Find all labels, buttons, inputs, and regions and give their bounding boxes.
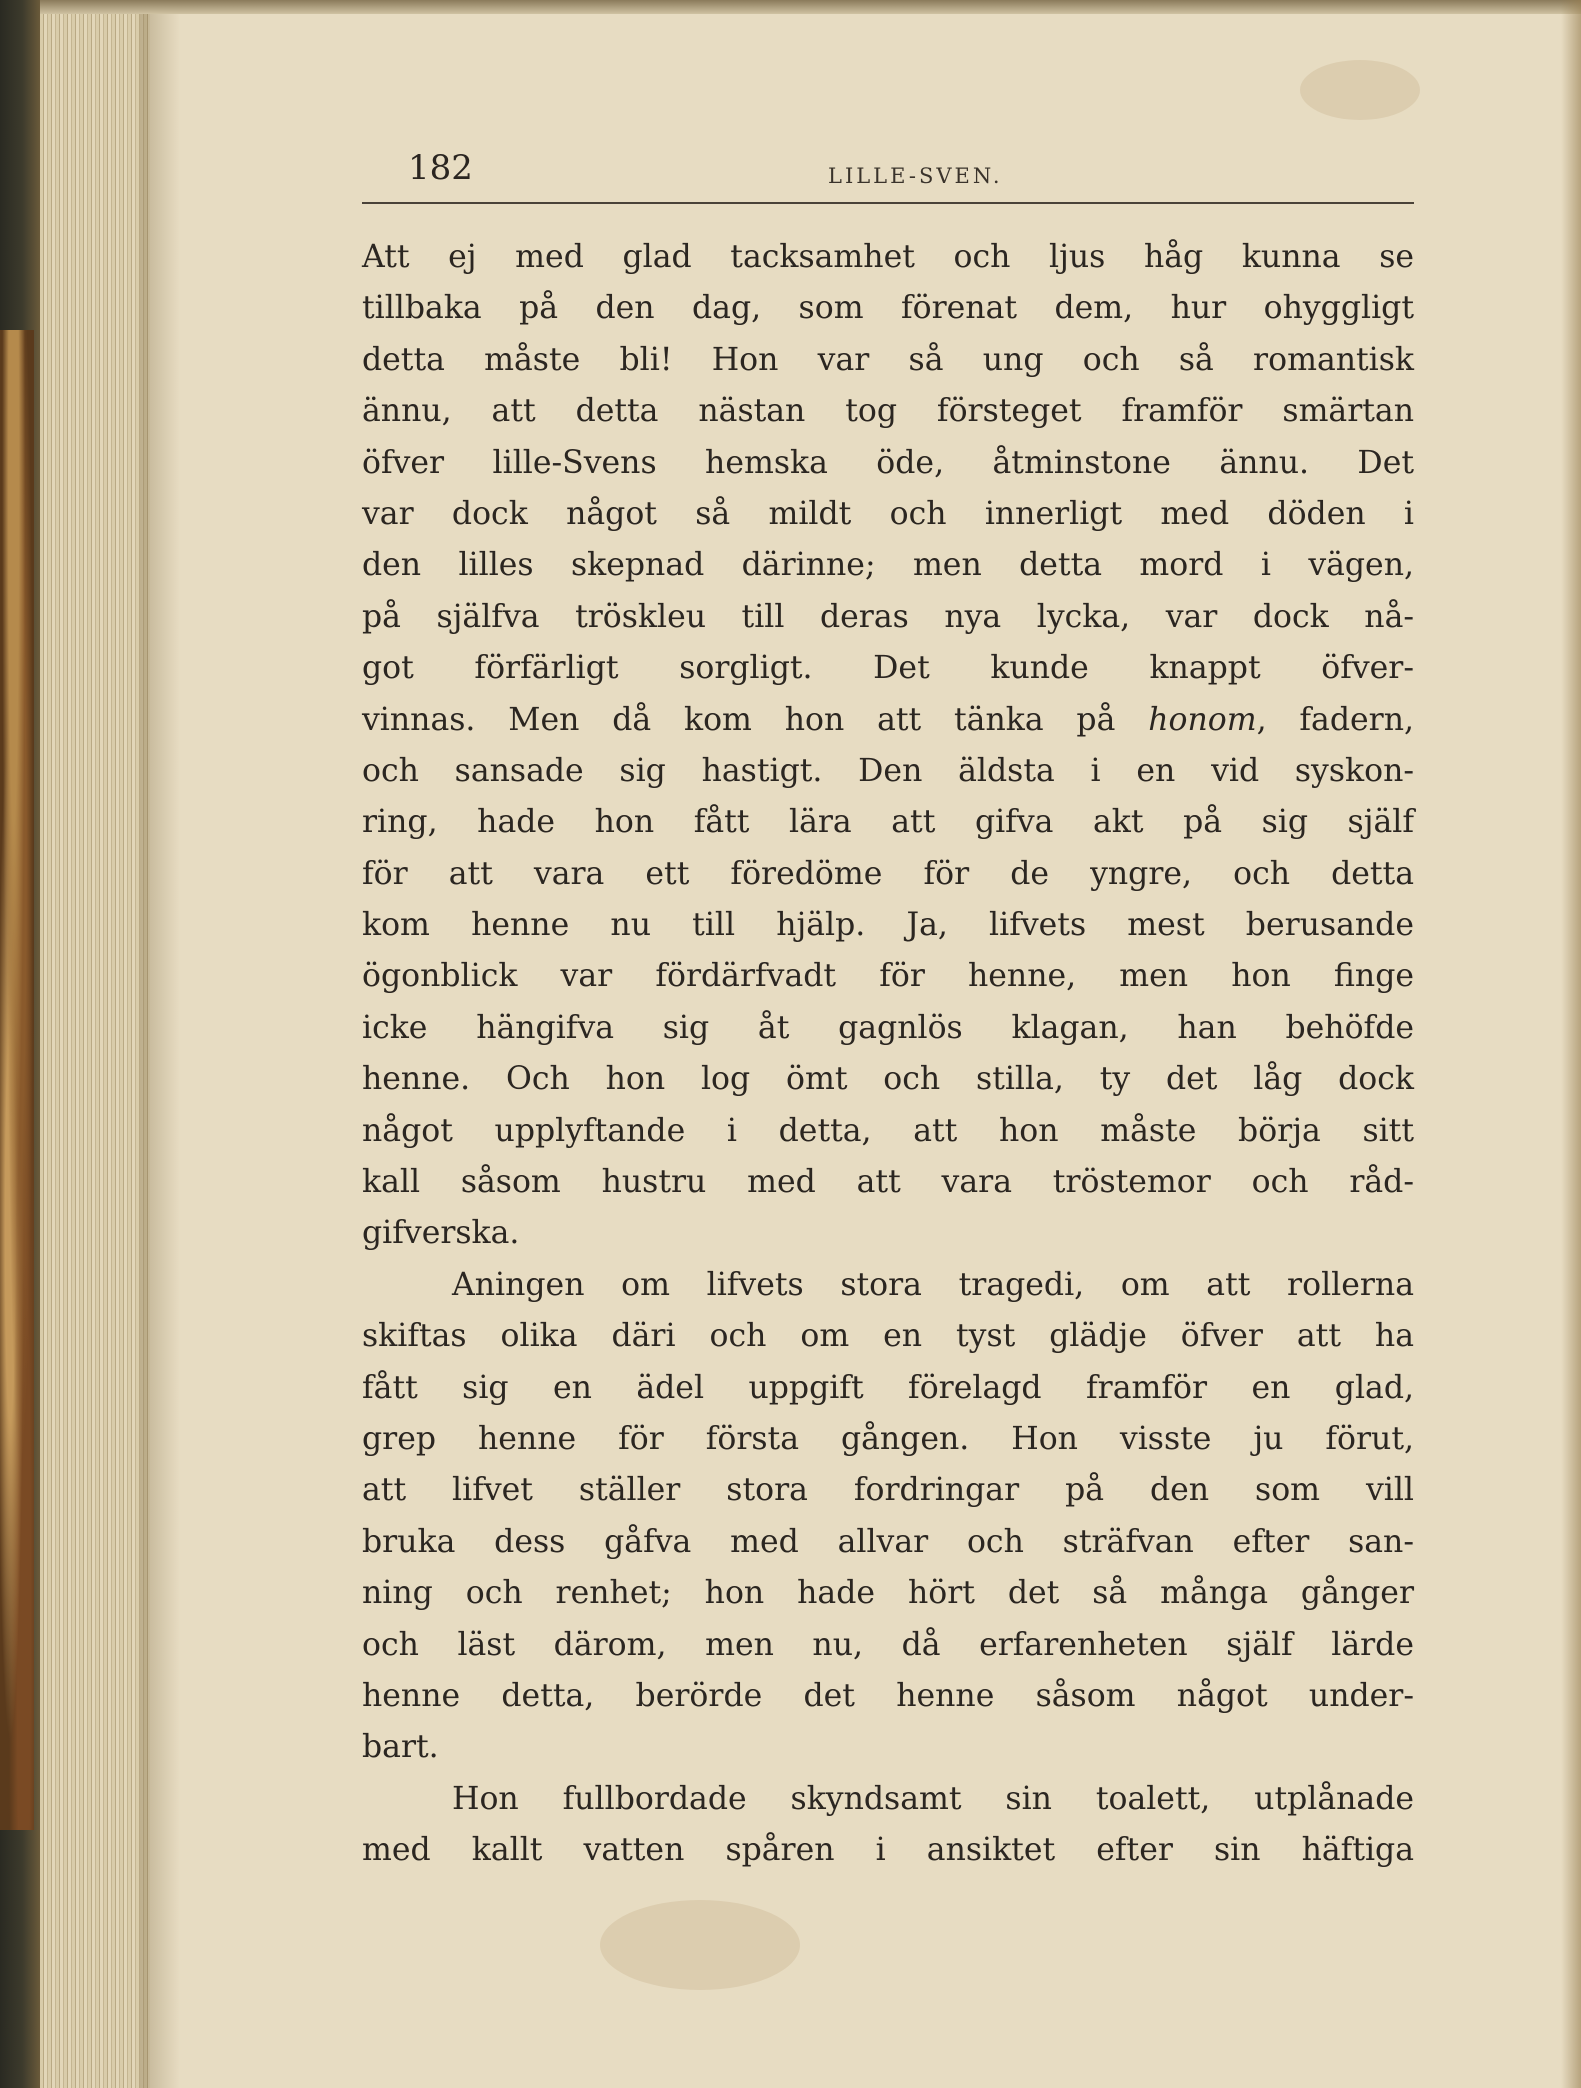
- paper-stain: [1300, 60, 1420, 120]
- text-line: ögonblick var fördärfvadt för henne, men hon finge: [362, 958, 1414, 995]
- text-line: got förfärligt sorgligt. Det kunde knappt öfver-: [362, 650, 1414, 687]
- paragraph-start-line: Hon fullbordade skyndsamt sin toalett, utplånade: [452, 1780, 1414, 1817]
- text-line: och sansade sig hastigt. Den äldsta i en vid syskon-: [362, 752, 1414, 789]
- text-segment: , fadern,: [1256, 701, 1414, 738]
- text-line: med kallt vatten spåren i ansiktet efter sin häftiga: [362, 1832, 1414, 1869]
- italic-word: honom: [1148, 701, 1257, 738]
- text-line: skiftas olika däri och om en tyst glädje öfver att ha: [362, 1318, 1414, 1355]
- text-line: och läst därom, men nu, då erfarenheten själf lärde: [362, 1626, 1414, 1663]
- text-line: var dock något så mildt och innerligt med döden i: [362, 495, 1414, 532]
- text-line: ring, hade hon fått lära att gifva akt på sig själf: [362, 804, 1414, 841]
- text-line: ännu, att detta nästan tog försteget framför smärtan: [362, 393, 1414, 430]
- text-line: Att ej med glad tacksamhet och ljus håg kunna se: [362, 239, 1414, 275]
- text-line: grep henne för första gången. Hon visste ju förut,: [362, 1420, 1414, 1457]
- text-line: på själfva tröskleu till deras nya lycka, var dock nå-: [362, 598, 1414, 635]
- right-page-edge: [1561, 0, 1581, 2088]
- text-line: bruka dess gåfva med allvar och sträfvan efter san-: [362, 1523, 1414, 1560]
- text-segment: vinnas. Men då kom hon att tänka på: [362, 701, 1149, 738]
- gutter-shadow: [140, 0, 180, 2088]
- text-line: gifverska.: [362, 1215, 520, 1252]
- text-line: henne. Och hon log ömt och stilla, ty det låg dock: [362, 1061, 1414, 1098]
- text-line: icke hängifva sig åt gagnlös klagan, han behöfde: [362, 1009, 1414, 1046]
- text-line: att lifvet ställer stora fordringar på den som vill: [362, 1472, 1414, 1509]
- paragraph-start-line: Aningen om lifvets stora tragedi, om att rollerna: [452, 1266, 1414, 1303]
- text-line: öfver lille-Svens hemska öde, åtminstone ännu. Det: [362, 444, 1414, 481]
- text-line-with-italic: [362, 695, 1414, 746]
- text-line: den lilles skepnad därinne; men detta mord i vägen,: [362, 547, 1414, 584]
- text-line: detta måste bli! Hon var så ung och så romantisk: [362, 341, 1414, 378]
- text-line: henne detta, berörde det henne såsom något under-: [362, 1677, 1414, 1714]
- paper-stain: [600, 1900, 800, 1990]
- body-text: [362, 232, 1414, 1877]
- marbled-cover-edge: [0, 330, 34, 1830]
- text-line: bart.: [362, 1729, 439, 1766]
- text-line: kom henne nu till hjälp. Ja, lifvets mest berusande: [362, 907, 1414, 944]
- text-line: fått sig en ädel uppgift förelagd framför en glad,: [362, 1369, 1414, 1406]
- page-number: 182: [408, 148, 473, 188]
- text-line: kall såsom hustru med att vara tröstemor och råd-: [362, 1164, 1414, 1201]
- text-line: tillbaka på den dag, som förenat dem, hur ohyggligt: [362, 290, 1414, 327]
- running-head: LILLE-SVEN.: [828, 164, 1003, 188]
- page-header: [362, 142, 1414, 204]
- text-line: ning och renhet; hon hade hört det så många gånger: [362, 1575, 1414, 1612]
- top-page-edge: [40, 0, 1581, 14]
- text-line: något upplyftande i detta, att hon måste börja sitt: [362, 1112, 1414, 1149]
- page-edges: [40, 0, 150, 2088]
- text-line: för att vara ett föredöme för de yngre, och detta: [362, 855, 1414, 892]
